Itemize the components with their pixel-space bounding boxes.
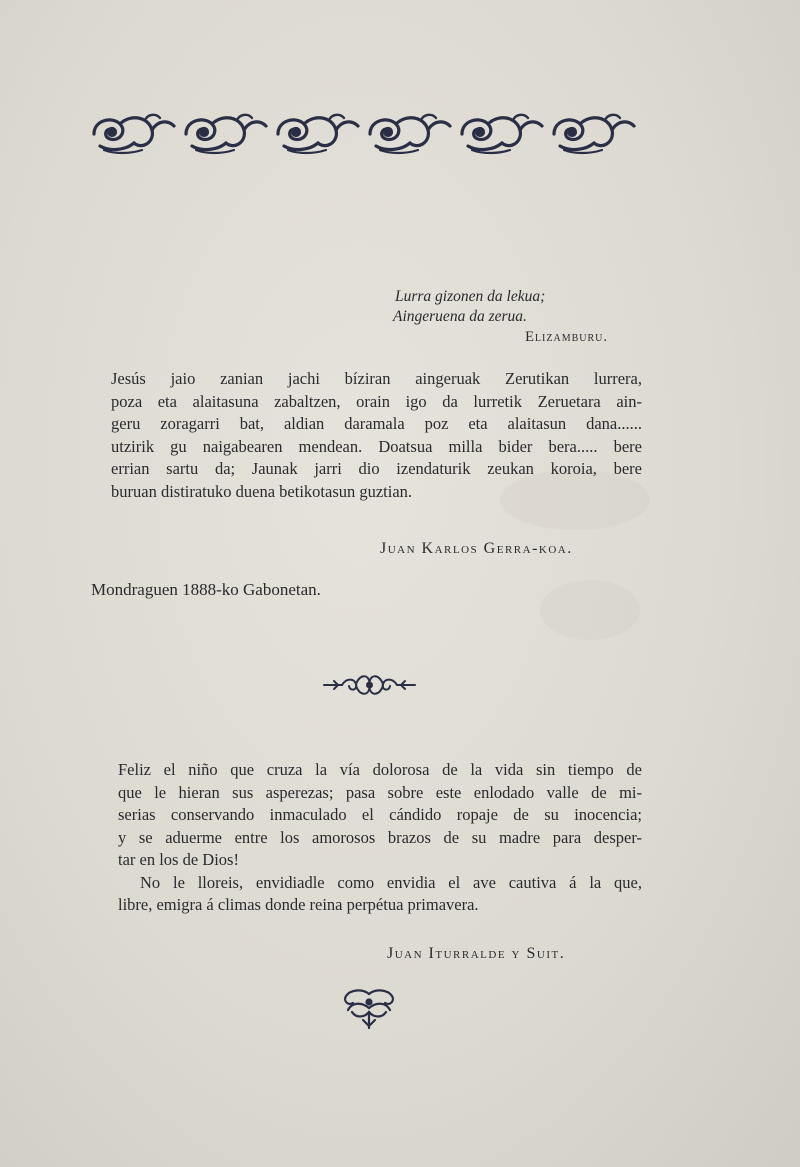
text-line: No le lloreis, envidiadle como envidia el ave cautiva á la que, (140, 872, 642, 892)
text-line: errian sartu da; Jaunak jarri dio izendaturik zeukan koroia, bere (111, 459, 642, 478)
basque-paragraph (111, 368, 642, 503)
epigraph-author: Elizamburu. (525, 329, 608, 345)
spanish-paragraph (118, 759, 642, 917)
text-line: buruan distiratuko duena betikotasun guztian. (111, 481, 413, 501)
divider-ornament-icon (322, 670, 417, 700)
paper-stain (540, 580, 640, 640)
text-line: utzirik gu naigabearen mendean. Doatsua milla bider bera..... bere (111, 436, 642, 456)
basque-signature: Juan Karlos Gerra-koa. (380, 540, 573, 557)
epigraph-line: Lurra gizonen da lekua; (395, 288, 546, 305)
epigraph (395, 287, 655, 347)
text-line: Feliz el niño que cruza la vía dolorosa de la vida sin tiempo de (118, 760, 642, 779)
end-ornament-icon (338, 988, 400, 1030)
text-line: Jesús jaio zanian jachi bíziran aingeruak Zerutikan lurrera, (111, 369, 642, 388)
text-line: poza eta alaitasuna zabaltzen, orain igo da lurretik Zeruetara ain- (111, 391, 642, 411)
top-ornament-band-icon (90, 110, 640, 156)
spanish-signature: Juan Iturralde y Suit. (387, 945, 566, 962)
text-line: serias conservando inmaculado el cándido ropaje de su inocencia; (118, 805, 642, 824)
text-line: y se aduerme entre los amorosos brazos de su madre para desper- (118, 827, 642, 847)
dateline: Mondraguen 1888-ko Gabonetan. (91, 580, 321, 599)
text-line: tar en los de Dios! (118, 850, 239, 869)
epigraph-line: Aingeruena da zerua. (393, 308, 527, 325)
text-line: geru zoragarri bat, aldian daramala poz eta alaitasun dana...... (111, 414, 642, 433)
text-line: que le hieran sus asperezas; pasa sobre este enlodado valle de mi- (118, 782, 642, 802)
text-line: libre, emigra á climas donde reina perpétua primavera. (118, 895, 479, 914)
